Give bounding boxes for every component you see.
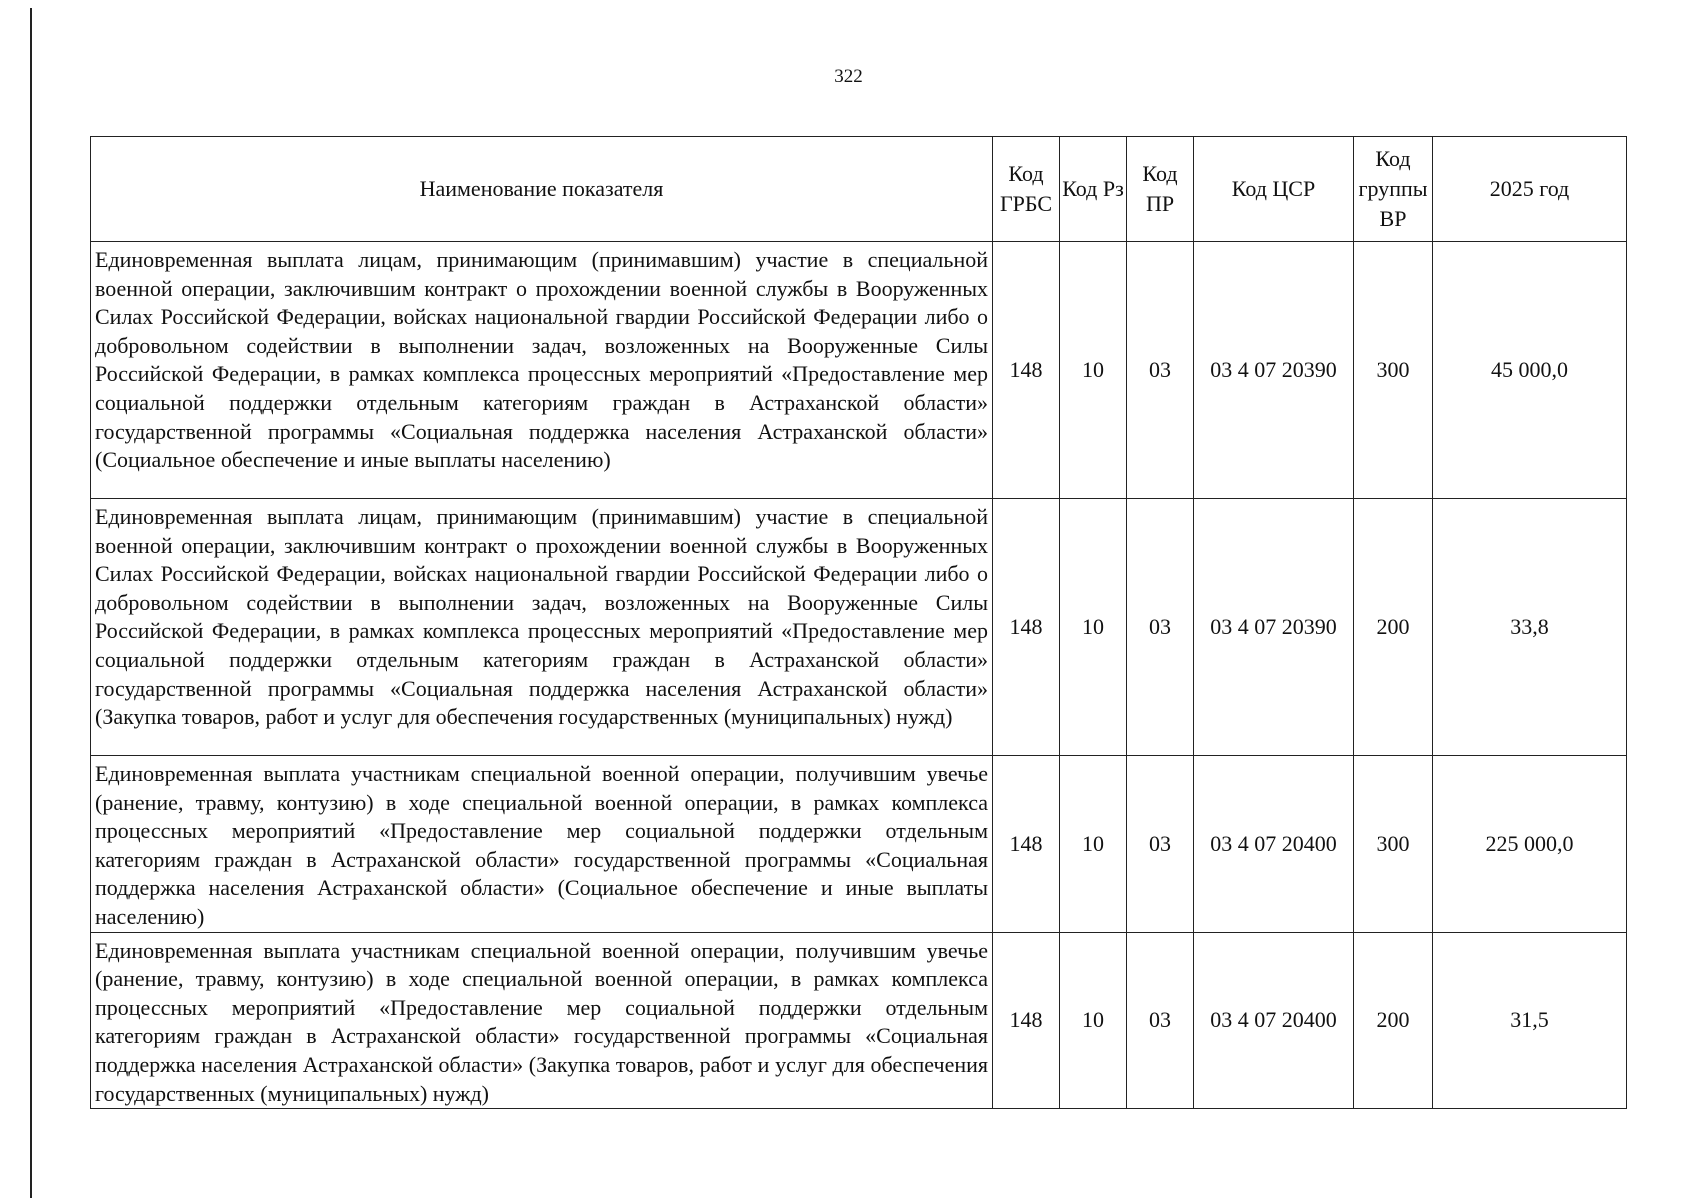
header-grbs: Код ГРБС (993, 137, 1060, 242)
header-year: 2025 год (1433, 137, 1627, 242)
row-amount: 225 000,0 (1433, 756, 1627, 933)
row-csr: 03 4 07 20390 (1194, 242, 1354, 499)
header-name: Наименование показателя (91, 137, 993, 242)
row-name: Единовременная выплата лицам, принимающим (принимавшим) участие в специальной военной операции, заключившим контракт о прохождении военной службы в Вооруженных Силах Российской Федерации, войсках национальной гвардии Российской Федерации либо о добровольном содействии в выполнении задач, возложенных на Вооруженные Силы Российской Федерации, в рамках комплекса процессных мероприятий «Предоставление мер социальной поддержки отдельным категориям граждан в Астраханской области» государственной программы «Социальная поддержка населения Астраханской области» (Закупка товаров, работ и услуг для обеспечения государственных (муниципальных) нужд) (91, 499, 993, 756)
row-grbs: 148 (993, 756, 1060, 933)
table-row (91, 932, 1627, 1109)
table-header-row (91, 137, 1627, 242)
row-pr: 03 (1127, 499, 1194, 756)
row-rz: 10 (1060, 756, 1127, 933)
row-amount: 45 000,0 (1433, 242, 1627, 499)
row-rz: 10 (1060, 242, 1127, 499)
header-pr: Код ПР (1127, 137, 1194, 242)
table-row (91, 756, 1627, 933)
row-grbs: 148 (993, 242, 1060, 499)
row-amount: 33,8 (1433, 499, 1627, 756)
row-name: Единовременная выплата лицам, принимающим (принимавшим) участие в специальной военной операции, заключившим контракт о прохождении военной службы в Вооруженных Силах Российской Федерации, войсках национальной гвардии Российской Федерации либо о добровольном содействии в выполнении задач, возложенных на Вооруженные Силы Российской Федерации, в рамках комплекса процессных мероприятий «Предоставление мер социальной поддержки отдельным категориям граждан в Астраханской области» государственной программы «Социальная поддержка населения Астраханской области» (Социальное обеспечение и иные выплаты населению) (91, 242, 993, 499)
budget-table (90, 136, 1627, 1109)
row-csr: 03 4 07 20400 (1194, 932, 1354, 1109)
row-csr: 03 4 07 20390 (1194, 499, 1354, 756)
row-pr: 03 (1127, 932, 1194, 1109)
row-name: Единовременная выплата участникам специальной военной операции, получившим увечье (ранение, травму, контузию) в ходе специальной военной операции, в рамках комплекса процессных мероприятий «Предоставление мер социальной поддержки отдельным категориям граждан в Астраханской области» государственной программы «Социальная поддержка населения Астраханской области» (Закупка товаров, работ и услуг для обеспечения государственных (муниципальных) нужд) (91, 932, 993, 1109)
header-vr: Код группы ВР (1354, 137, 1433, 242)
row-vr: 200 (1354, 499, 1433, 756)
page-edge-line (30, 8, 32, 1198)
header-csr: Код ЦСР (1194, 137, 1354, 242)
header-rz: Код Рз (1060, 137, 1127, 242)
row-name: Единовременная выплата участникам специальной военной операции, получившим увечье (ранение, травму, контузию) в ходе специальной военной операции, в рамках комплекса процессных мероприятий «Предоставление мер социальной поддержки отдельным категориям граждан в Астраханской области» государственной программы «Социальная поддержка населения Астраханской области» (Социальное обеспечение и иные выплаты населению) (91, 756, 993, 933)
row-vr: 200 (1354, 932, 1433, 1109)
page-number: 322 (834, 66, 863, 87)
row-vr: 300 (1354, 242, 1433, 499)
row-grbs: 148 (993, 499, 1060, 756)
row-amount: 31,5 (1433, 932, 1627, 1109)
row-pr: 03 (1127, 756, 1194, 933)
row-rz: 10 (1060, 499, 1127, 756)
row-grbs: 148 (993, 932, 1060, 1109)
table-row (91, 499, 1627, 756)
row-csr: 03 4 07 20400 (1194, 756, 1354, 933)
row-pr: 03 (1127, 242, 1194, 499)
table-row (91, 242, 1627, 499)
row-rz: 10 (1060, 932, 1127, 1109)
row-vr: 300 (1354, 756, 1433, 933)
